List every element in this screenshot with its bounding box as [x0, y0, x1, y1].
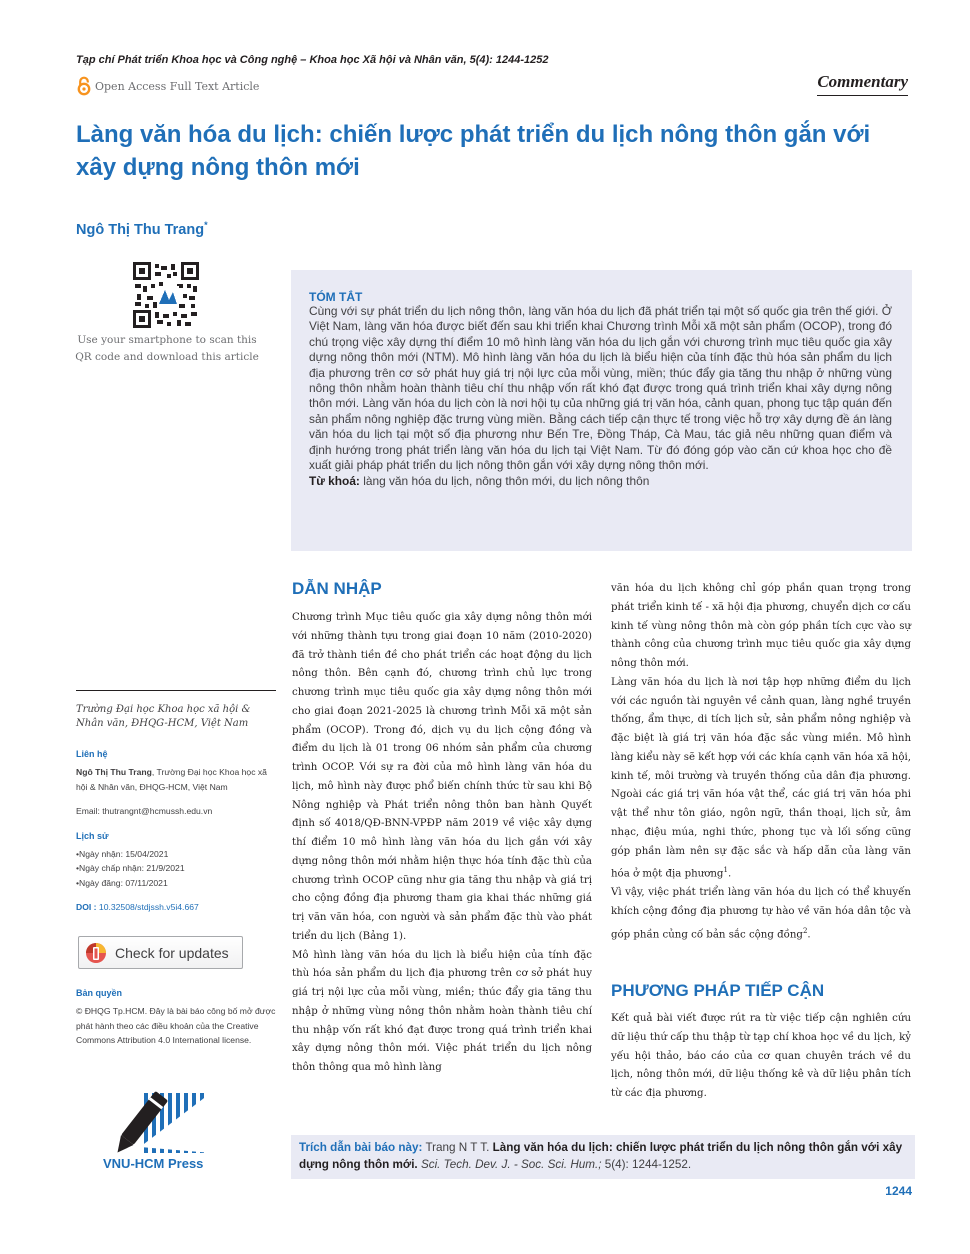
contact-heading: Liên hệ — [76, 749, 108, 759]
qr-caption: Use your smartphone to scan this QR code and download this article — [75, 334, 259, 363]
check-updates-label: Check for updates — [115, 944, 229, 961]
doi-label: DOI : — [76, 902, 97, 913]
qr-code-icon[interactable] — [133, 262, 199, 328]
method-column — [611, 1010, 911, 1104]
journal-citation-line: Tạp chí Phát triển Khoa học và Công nghệ – Khoa học Xã hội và Nhân văn, 5(4): 1244-1252 — [76, 54, 549, 66]
intro-paragraph-4: Vì vậy, việc phát triển làng văn hóa du lịch có thể khuyến khích cộng đồng địa phương tự hào về văn hóa dân tộc và góp phần củng cố bản sắc cộng đồng$^2$. — [611, 887, 911, 941]
citation-label: Trích dẫn bài báo này: — [299, 1141, 423, 1154]
keywords-line — [309, 473, 892, 490]
intro-paragraph-1: Chương trình Mục tiêu quốc gia xây dựng nông thôn mới với những thành tựu trong giai đoạn 10 năm (2010-2020) đã trở thành tiền đề cho phát triển các hoạt động du lịch nông thôn. Bên cạnh đó, chương trình chủ lực trong chương trình mục tiêu quốc gia xây dựng nông thôn mới cho giai đoạn 2021-2025 là chương trình Mỗi xã một sản phẩm (OCOP). Trong đó, dịch vụ du lịch cộng đồng và điểm du lịch là 01 trong 06 nhóm sản phẩm của chương trình OCOP. Với sự ra đời của mô hình làng văn hóa du lịch, mô hình này được phổ biến chính thức từ sau khi Bộ Nông nghiệp và Phát triển nông thôn ban hành Quyết định số 4018/QĐ-BNN-VPĐP năm 2019 về việc xây dựng thí điểm 10 mô hình làng văn hóa du lịch gắn với xây dựng nông thôn mới nhằm hiện thực hóa tính đặc thù của chương trình OCOP cũng như gia tăng thu nhập và giá trị cho cộng đồng địa phương tham gia khai thác những giá trị văn văn hóa, con người và sản phẩm đặc thù vào phát triển du lịch (Bảng 1). — [292, 612, 592, 942]
intro-column-right — [611, 580, 911, 945]
check-updates-icon — [85, 942, 107, 964]
abstract-box — [291, 270, 912, 551]
copyright-heading: Bản quyền — [76, 988, 123, 998]
article-title: Làng văn hóa du lịch: chiến lược phát triển du lịch nông thôn gắn với xây dựng nông thôn mới — [76, 121, 871, 181]
method-heading: PHƯƠNG PHÁP TIẾP CẬN — [611, 981, 825, 1000]
method-paragraph-1: Kết quả bài viết được rút ra từ việc tiếp cận nghiên cứu dữ liệu thứ cấp thu thập từ tạp chí khoa học về du lịch, kỷ yếu hội thảo, báo cáo của cơ quan chuyên trách về du lịch, nông thôn mới, dữ liệu thống kê và dữ liệu phân tích từ các địa phương. — [611, 1013, 911, 1099]
abstract-heading: TÓM TẮT — [309, 290, 363, 304]
history-list — [76, 847, 276, 890]
citation-source: Sci. Tech. Dev. J. - Soc. Sci. Hum.; — [420, 1158, 602, 1171]
intro-paragraph-2: Mô hình làng văn hóa du lịch là biểu hiện của tính đặc thù hóa sản phẩm du lịch địa phương trên cơ sở phát huy giá trị nội lực của mỗi vùng, miền; thúc đẩy gia tăng thu nhập ở những vùng nông thôn nhằm hoàn thành tiêu chí thu nhập vốn rất khó đạt được trong quá trình triển khai xây dựng nông thôn mới. Việc phát triển du lịch nông thôn thông qua mô hình làng — [292, 949, 592, 1073]
open-access-line — [76, 76, 259, 96]
doi-line — [76, 900, 276, 914]
intro-paragraph-3-text: Làng văn hóa du lịch là nơi tập hợp những điểm du lịch với các nguồn tài nguyên về cảnh quan, làng nghề truyền thống, ẩm thực, di tích lịch sử, sản phẩm nông nghiệp và đặc biệt là giá trị văn hóa đặc sắc vùng miền. Mô hình làng kiểu này sẽ kết hợp với các khía cạnh văn hóa xã hội, kinh tế, môi trường và truyền thống của dân địa phương. Ngoài các giá trị văn hóa vật thể, các giá trị văn hóa phi vật thể như tôn giáo, ngôn ngữ, thần thoại, lịch sử, âm nhạc, điệu múa, nghi thức, phong tục và lối sống cũng góp phần làm nên sự đặc sắc và hấp dẫn của làng văn hóa ở một địa phương — [611, 676, 911, 880]
history-published: • Ngày đăng: 07/11/2021 — [76, 876, 276, 890]
check-for-updates-button[interactable] — [78, 936, 243, 969]
contact-block — [76, 765, 276, 818]
copyright-text: © ĐHQG Tp.HCM. Đây là bài báo công bố mở được phát hành theo các điều khoản của the Creative Commons Attribution 4.0 International license. — [76, 1006, 276, 1046]
article-info-sidebar — [76, 690, 276, 925]
abstract-body: Cùng với sự phát triển du lịch nông thôn, làng văn hóa du lịch đã phát triển tại một số quốc gia trên thế giới. Ở Việt Nam, làng văn hóa được biết đến sau khi triển khai Chương trình Mỗi xã một sản phẩm (OCOP), trong đó chú trọng việc xây dựng thí điểm 10 mô hình làng văn hóa du lịch gắn với chương trình mục tiêu quốc gia xây dựng nông thôn mới (NTM). Mô hình làng văn hóa du lịch là biểu hiện của tính đặc thù hóa sản phẩm du lịch địa phương trên cơ sở phát huy giá trị nội lực của mỗi vùng, miền; thúc đẩy gia tăng thu nhập ở những vùng nông thôn nhằm hoàn thành tiêu chí thu nhập vốn rất khó đạt được trong quá trình triển khai xây dựng nông thôn mới. Làng văn hóa du lịch còn là nơi hội tụ của những giá trị văn hóa, cảnh quan, phong tục tập quán đến sản phẩm nông nghiệp đặc trưng vùng miền. Bằng cách tiếp cận thực tế trong việc hỗ trợ xây dựng đề án làng văn hóa du lịch tại một số địa phương như Bến Tre, Đồng Tháp, Cà Mau, tác giả nêu những quan điểm và định hướng trong phát triển làng văn hóa du lịch tại Việt Nam. Từ đó đóng góp vào căn cứ khoa học cho đề xuất giải pháp phát triển du lịch nông thôn gắn với xây dựng nông thôn mới. — [309, 304, 892, 473]
page-number: 1244 — [885, 1184, 912, 1198]
reference-mark-2[interactable]: 2 — [802, 926, 808, 935]
author-mark: * — [204, 220, 208, 230]
history-received: • Ngày nhận: 15/04/2021 — [76, 847, 276, 861]
history-heading: Lịch sử — [76, 830, 109, 841]
keywords-text: làng văn hóa du lịch, nông thôn mới, du lịch nông thôn — [363, 474, 650, 489]
intro-heading: DẪN NHẬP — [292, 579, 382, 598]
open-access-icon — [76, 76, 92, 96]
reference-mark-1[interactable]: 1 — [723, 866, 728, 875]
intro-paragraph-4-text: Vì vậy, việc phát triển làng văn hóa du lịch có thể khuyến khích cộng đồng địa phương tự hào về văn hóa dân tộc và góp phần củng cố bản sắc cộng đồng — [611, 887, 911, 941]
doi-link[interactable]: 10.32508/stdjssh.v5i4.667 — [98, 902, 199, 913]
intro-paragraph-2-continued: văn hóa du lịch không chỉ góp phần quan trọng trong phát triển kinh tế - xã hội địa phương, chuyển dịch cơ cấu kinh tế vùng nông thôn mà còn góp phần tích cực vào sự thành công của chương trình mục tiêu quốc gia xây dựng nông thôn mới. — [611, 583, 911, 669]
contact-affiliation: , Trường Đại học Khoa học xã hội & Nhân văn, ĐHQG-HCM, Việt Nam — [76, 767, 267, 792]
intro-column-left — [292, 609, 592, 1078]
keywords-label: Từ khoá: — [309, 474, 360, 489]
citation-volume: 5(4): 1244-1252. — [604, 1158, 692, 1171]
intro-paragraph-3: Làng văn hóa du lịch là nơi tập hợp những điểm du lịch với các nguồn tài nguyên về cảnh quan, làng nghề truyền thống, ẩm thực, di tích lịch sử, sản phẩm nông nghiệp và đặc biệt là giá trị văn hóa đặc sắc vùng miền. Mô hình làng kiểu này sẽ kết hợp với các khía cạnh văn hóa xã hội, kinh tế, môi trường và truyền thống của dân địa phương. Ngoài các giá trị văn hóa vật thể, các giá trị văn hóa phi vật thể như tôn giáo, ngôn ngữ, thần thoại, lịch sử, âm nhạc, điệu múa, nghi thức, phong tục và lối sống cũng góp phần làm nên sự đặc sắc và hấp dẫn của làng văn hóa ở một địa phương$^1$. — [611, 676, 911, 880]
citation-title: Làng văn hóa du lịch: chiến lược phát triển du lịch nông thôn gắn với xây dựng nông thôn mới. — [299, 1141, 903, 1171]
author-name: Ngô Thị Thu Trang — [76, 221, 205, 238]
citation-box — [291, 1135, 915, 1179]
contact-info — [76, 765, 276, 794]
history-accepted: • Ngày chấp nhận: 21/9/2021 — [76, 861, 276, 875]
open-access-label: Open Access Full Text Article — [95, 79, 260, 93]
contact-name: Ngô Thị Thu Trang — [76, 767, 152, 778]
affiliation: Trường Đại học Khoa học xã hội & Nhân văn, ĐHQG-HCM, Việt Nam — [76, 704, 251, 729]
publisher-name: VNU-HCM Press — [103, 1156, 204, 1171]
citation-authors: Trang N T T. — [425, 1141, 490, 1154]
article-type-label: Commentary — [817, 72, 908, 96]
author-line — [76, 220, 208, 238]
copyright-block — [76, 986, 276, 1048]
contact-email[interactable]: Email: thutrangnt@hcmussh.edu.vn — [76, 806, 213, 817]
